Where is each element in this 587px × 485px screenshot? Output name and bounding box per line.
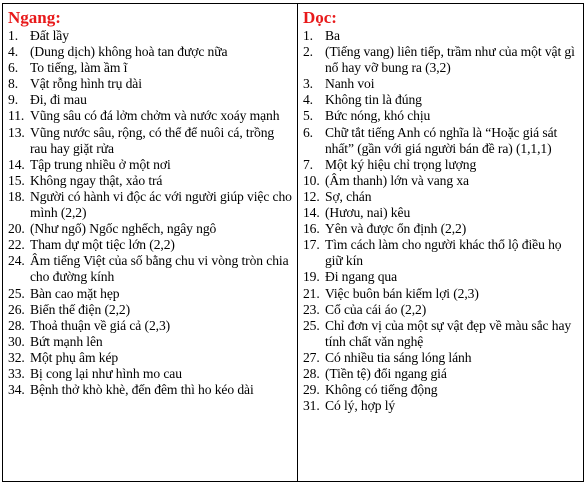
down-clue	[303, 318, 579, 350]
clue-text: Tham dự một tiệc lớn (2,2)	[30, 237, 175, 253]
across-column	[3, 4, 298, 481]
clue-number: 5.	[302, 108, 313, 124]
clue-text: Đi, đi mau	[30, 92, 87, 108]
clue-text: Không có tiếng động	[324, 382, 438, 398]
clue-number: 28.	[8, 317, 25, 333]
clue-text: Biến thế điện (2,2)	[30, 301, 131, 317]
clue-number: 12.	[302, 188, 320, 204]
down-clue	[303, 382, 579, 398]
across-clue	[8, 286, 293, 302]
clue-number: 1.	[302, 28, 313, 43]
down-clue	[303, 302, 579, 318]
clue-text: Đất lầy	[30, 28, 69, 43]
clue-text: Một ký hiệu chỉ trọng lượng	[324, 156, 477, 172]
clue-text: Nanh voi	[324, 76, 375, 92]
across-clue	[8, 44, 293, 60]
clue-number: 21.	[302, 285, 320, 301]
down-clue	[303, 76, 579, 92]
across-clue	[8, 108, 293, 124]
clue-number: 20.	[8, 221, 25, 237]
clue-text: Vũng nước sâu, rộng, có thể để nuôi cá, trồng rau hay giặt rửa	[30, 124, 275, 156]
clue-number: 26.	[8, 301, 25, 317]
clue-text: Cổ của cái áo (2,2)	[324, 301, 427, 317]
crossword-clue-table	[2, 3, 584, 482]
clue-text: Âm tiếng Việt của số bằng chu vi vòng tròn chia cho đường kính	[30, 253, 289, 285]
across-clue	[8, 125, 293, 157]
across-clue	[8, 189, 293, 221]
clue-text: Chỉ đơn vị của một sự vật đẹp về màu sắc hay tính chất văn nghệ	[324, 317, 572, 349]
down-clue	[303, 398, 579, 414]
clue-number: 32.	[8, 349, 25, 365]
clue-text: (Dung dịch) không hoà tan được nữa	[30, 44, 228, 60]
down-clue	[303, 286, 579, 302]
clue-number: 14.	[302, 205, 320, 221]
clue-number: 28.	[302, 365, 320, 381]
clue-number: 15.	[8, 172, 25, 188]
clue-text: (Tiền tệ) đổi ngang giá	[324, 365, 447, 381]
clue-number: 8.	[8, 76, 18, 92]
clue-number: 16.	[302, 221, 320, 237]
clue-number: 2.	[302, 44, 313, 60]
clue-number: 24.	[8, 253, 25, 269]
clue-number: 3.	[302, 76, 313, 92]
clue-text: (Tiếng vang) liên tiếp, trầm như của một vật gì nổ hay vỡ bung ra (3,2)	[324, 44, 575, 76]
clue-text: Bị cong lại như hình mo cau	[30, 365, 182, 381]
clue-number: 6.	[302, 124, 313, 140]
clue-number: 1.	[8, 28, 18, 43]
down-heading: Dọc:	[302, 8, 337, 27]
across-clue	[8, 382, 293, 398]
across-clue	[8, 334, 293, 350]
clue-text: Bức nóng, khó chịu	[324, 108, 431, 124]
clue-number: 30.	[8, 333, 25, 349]
clue-text: Thoả thuận về giá cả (2,3)	[30, 317, 171, 333]
clue-number: 4.	[302, 92, 313, 108]
clue-number: 27.	[302, 349, 320, 365]
clue-number: 34.	[8, 382, 25, 398]
clue-number: 13.	[8, 124, 25, 140]
across-clue-list	[8, 28, 293, 398]
clue-number: 7.	[302, 156, 313, 172]
down-clue	[303, 350, 579, 366]
clue-number: 11.	[8, 108, 25, 124]
across-clue	[8, 221, 293, 237]
down-clue	[303, 108, 579, 124]
clue-number: 22.	[8, 237, 25, 253]
clue-text: (Hươu, nai) kêu	[324, 205, 411, 221]
clue-text: Đi ngang qua	[324, 269, 398, 285]
clue-text: Bệnh thở khò khè, đến đêm thì ho kéo dài	[30, 382, 254, 398]
down-clue	[303, 366, 579, 382]
clue-text: Người có hành vi độc ác với người giúp việc cho mình (2,2)	[30, 188, 292, 221]
down-clue	[303, 269, 579, 285]
clue-text: Bàn cao mặt hẹp	[30, 285, 120, 301]
down-column	[298, 4, 583, 481]
clue-number: 17.	[302, 237, 320, 253]
down-clue	[303, 205, 579, 221]
clue-text: Ba	[324, 28, 340, 43]
across-clue	[8, 76, 293, 92]
across-clue	[8, 157, 293, 173]
across-clue	[8, 173, 293, 189]
clue-number: 31.	[302, 398, 320, 414]
clue-text: Không tin là đúng	[324, 92, 422, 108]
clue-number: 25.	[302, 317, 320, 333]
down-clue	[303, 221, 579, 237]
clue-number: 25.	[8, 285, 25, 301]
clue-text: Tìm cách làm cho người khác thổ lộ điều họ giữ kín	[324, 237, 562, 269]
clue-number: 23.	[302, 301, 320, 317]
across-heading: Ngang:	[8, 8, 61, 27]
clue-text: To tiếng, làm ầm ĩ	[30, 60, 128, 76]
down-clue	[303, 125, 579, 157]
clue-text: Bứt mạnh lên	[30, 333, 103, 349]
down-clue-list	[303, 28, 579, 414]
clue-text: Yên và được ổn định (2,2)	[324, 221, 467, 237]
clue-text: Việc buôn bán kiếm lợi (2,3)	[324, 285, 479, 301]
clue-number: 18.	[8, 188, 25, 204]
clue-number: 10.	[302, 172, 320, 188]
down-clue	[303, 237, 579, 269]
clue-text: Không ngay thật, xảo trá	[30, 172, 163, 188]
clue-text: Vật rỗng hình trụ dài	[30, 76, 142, 92]
clue-number: 29.	[302, 382, 320, 398]
down-clue	[303, 28, 579, 44]
clue-number: 33.	[8, 365, 25, 381]
clue-number: 4.	[8, 44, 18, 60]
clue-text: (Như ngố) Ngốc nghếch, ngây ngô	[30, 221, 217, 237]
down-clue	[303, 92, 579, 108]
down-clue	[303, 189, 579, 205]
down-clue	[303, 173, 579, 189]
clue-text: Vũng sâu có đá lởm chởm và nước xoáy mạnh	[30, 108, 280, 124]
across-clue	[8, 318, 293, 334]
down-clue	[303, 44, 579, 76]
clue-text: Tập trung nhiều ở một nơi	[30, 156, 171, 172]
clue-text: Sợ, chán	[324, 188, 372, 204]
clue-text: Có nhiều tia sáng lóng lánh	[324, 349, 472, 365]
clue-number: 19.	[302, 269, 320, 285]
clue-number: 14.	[8, 156, 25, 172]
across-clue	[8, 253, 293, 285]
clue-text: Một phụ âm kép	[30, 349, 119, 365]
clue-number: 9.	[8, 92, 18, 108]
clue-number: 6.	[8, 60, 18, 76]
clue-text: Chữ tắt tiếng Anh có nghĩa là “Hoặc giá sát nhất” (gần với giá người bán đề ra) (1,1,1)	[324, 124, 558, 156]
across-clue	[8, 92, 293, 108]
across-clue	[8, 366, 293, 382]
across-clue	[8, 350, 293, 366]
clue-text: Có lý, hợp lý	[324, 398, 396, 414]
across-clue	[8, 28, 293, 44]
clue-text: (Âm thanh) lớn và vang xa	[324, 172, 469, 188]
down-clue	[303, 157, 579, 173]
across-clue	[8, 302, 293, 318]
across-clue	[8, 237, 293, 253]
across-clue	[8, 60, 293, 76]
